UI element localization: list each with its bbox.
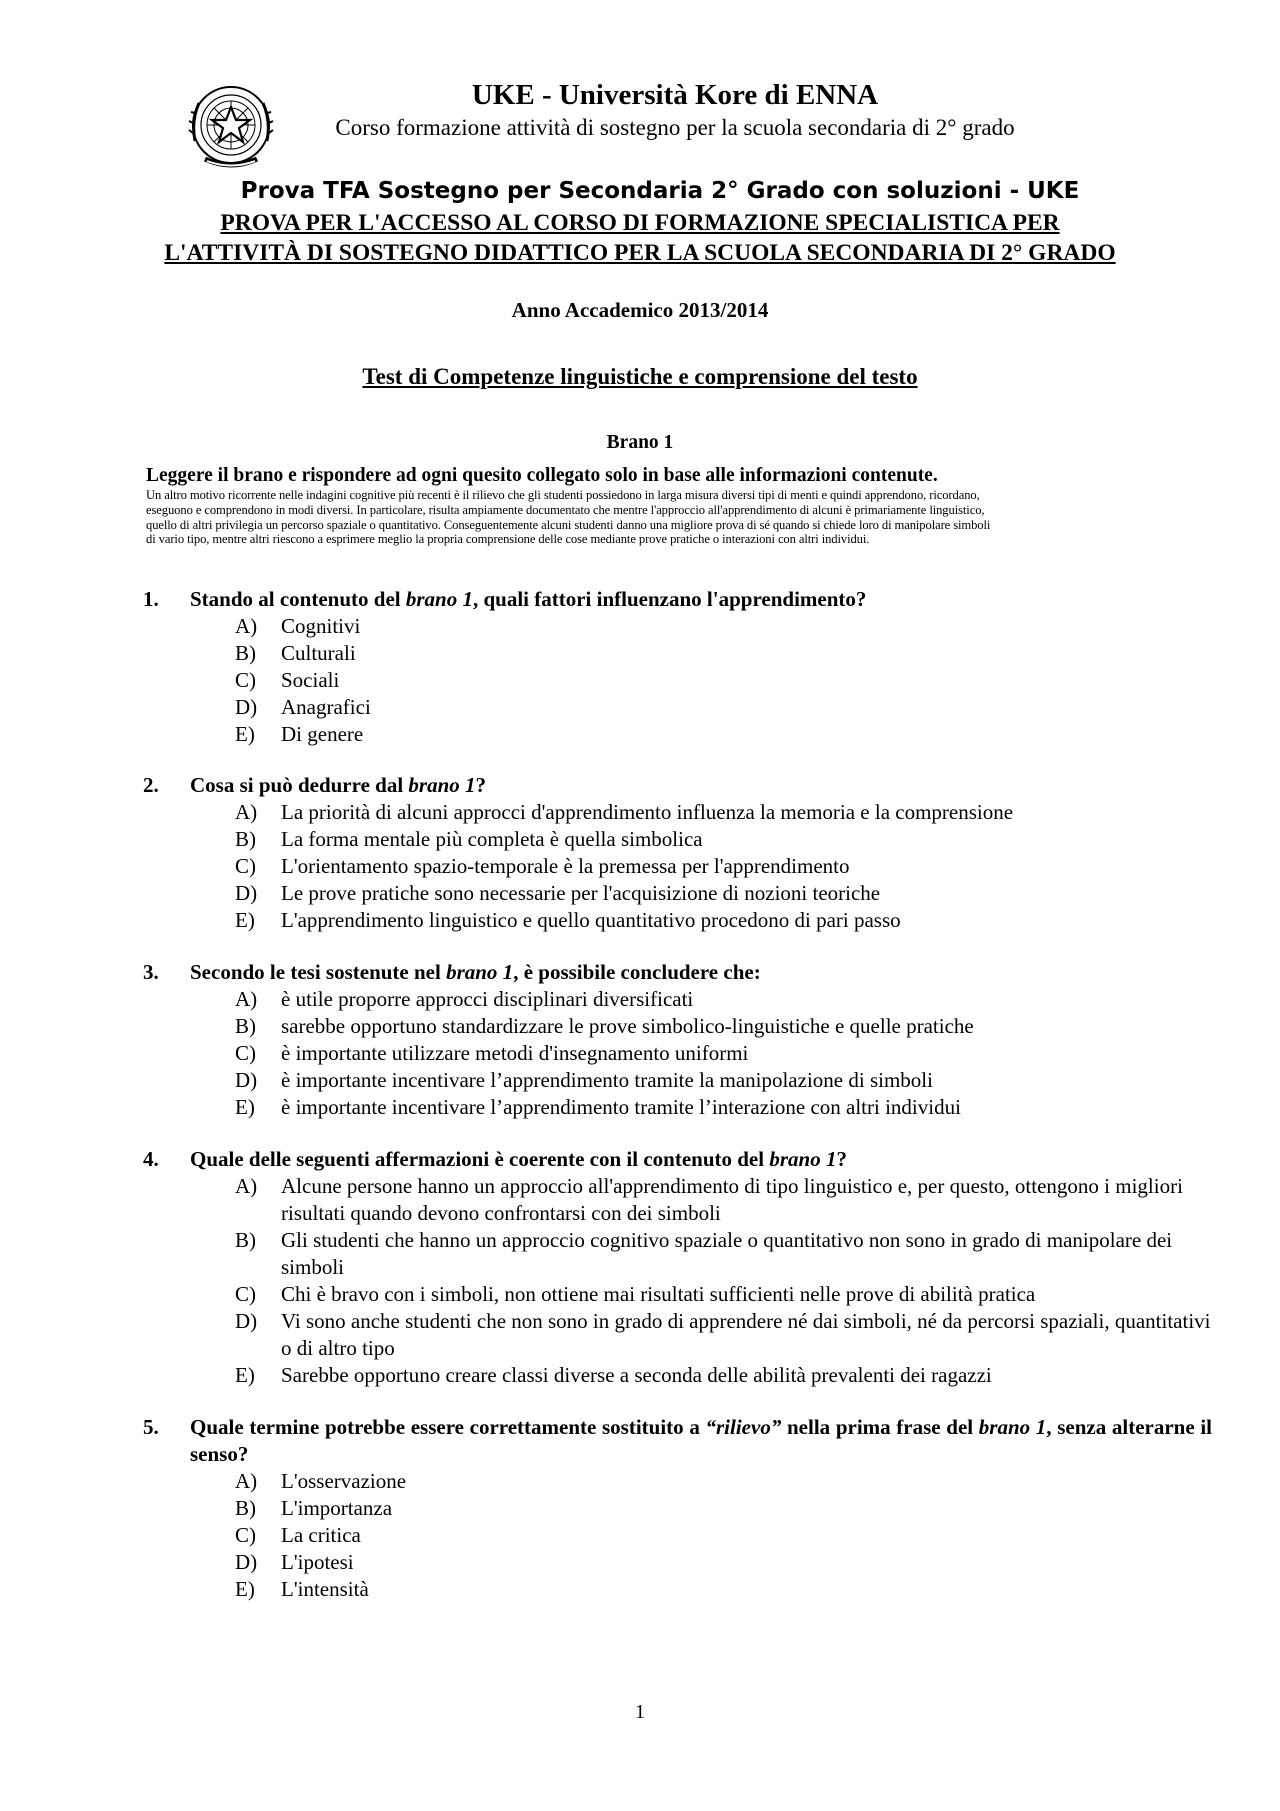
option-e[interactable]: E) Di genere — [235, 722, 364, 746]
passage-line: quello di altri privilegia un percorso spaziale o quantitativo. Conseguentemente alcuni studenti danno una migliore prova di sé quando si chiede loro di manipolare simboli — [146, 517, 991, 532]
question-number: 1. — [143, 587, 159, 611]
option-c[interactable]: C) Chi è bravo con i simboli, non ottiene mai risultati sufficienti nelle prove di abilità pratica — [235, 1282, 1036, 1306]
question-number: 4. — [143, 1147, 159, 1171]
question-text: Quale delle seguenti affermazioni è coerente con il contenuto del brano 1? — [190, 1147, 847, 1171]
options-list — [235, 1468, 1225, 1603]
question-text: Stando al contenuto del brano 1, quali fattori influenzano l'apprendimento? — [190, 587, 867, 611]
option-b[interactable]: B) sarebbe opportuno standardizzare le prove simbolico-linguistiche e quelle pratiche — [235, 1014, 974, 1038]
question-text: Cosa si può dedurre dal brano 1? — [190, 773, 487, 797]
option-e[interactable]: E) è importante incentivare l’apprendimento tramite l’interazione con altri individui — [235, 1095, 961, 1119]
option-c[interactable]: C) è importante utilizzare metodi d'insegnamento uniformi — [235, 1041, 749, 1065]
test-title: Test di Competenze linguistiche e comprensione del testo — [362, 364, 918, 389]
passage-line: di vario tipo, mentre altri riescono a esprimere meglio la propria comprensione delle cose mediante prove pratiche o interazioni con altri individui. — [146, 532, 870, 547]
question-text: Quale termine potrebbe essere correttamente sostituito a “rilievo” nella prima frase del brano 1, senza alterarne il senso? — [190, 1415, 1212, 1466]
brano-heading: Brano 1 — [606, 432, 674, 453]
question-number: 5. — [143, 1415, 159, 1439]
brano-passage — [146, 488, 1226, 547]
exam-title: Prova TFA Sostegno per Secondaria 2° Grado con soluzioni - UKE — [240, 178, 1080, 204]
option-c[interactable]: C) Sociali — [235, 668, 340, 692]
option-a[interactable]: A) L'osservazione — [235, 1469, 407, 1493]
question-text: Secondo le tesi sostenute nel brano 1, è possibile concludere che: — [190, 960, 761, 984]
option-b[interactable]: B) Gli studenti che hanno un approccio cognitivo spaziale o quantitativo non sono in grado di manipolare dei simboli — [235, 1228, 1173, 1279]
option-a[interactable]: A) Cognitivi — [235, 614, 361, 638]
option-b[interactable]: B) L'importanza — [235, 1496, 393, 1520]
passage-line: Un altro motivo ricorrente nelle indagini cognitive più recenti è il rilievo che gli studenti possiedono in larga misura diversi tipi di menti e quindi apprendono, ricordano, — [146, 488, 980, 502]
course-subtitle: Corso formazione attività di sostegno per la scuola secondaria di 2° grado — [335, 115, 1015, 140]
brano-instruction: Leggere il brano e rispondere ad ogni quesito collegato solo in base alle informazioni contenute. — [146, 465, 938, 486]
academic-year: Anno Accademico 2013/2014 — [511, 298, 769, 322]
option-b[interactable]: B) Culturali — [235, 641, 356, 665]
options-list — [235, 613, 1225, 748]
question-number: 2. — [143, 773, 159, 797]
option-b[interactable]: B) La forma mentale più completa è quella simbolica — [235, 827, 703, 851]
option-c[interactable]: C) L'orientamento spazio-temporale è la premessa per l'apprendimento — [235, 854, 850, 878]
passage-line: eseguono e comprendono in modi diversi. In particolare, risulta ampiamente documentato che mentre l'approccio all'apprendimento di alcuni è primariamente linguistico, — [146, 502, 985, 517]
page-number: 1 — [635, 1701, 645, 1723]
option-c[interactable]: C) La critica — [235, 1523, 361, 1547]
option-d[interactable]: D) Anagrafici — [235, 695, 371, 719]
main-title-line-2: L'ATTIVITÀ DI SOSTEGNO DIDATTICO PER LA SCUOLA SECONDARIA DI 2° GRADO — [164, 240, 1116, 266]
option-a[interactable]: A) Alcune persone hanno un approccio all'apprendimento di tipo linguistico e, per questo, ottengono i migliori risultati quando devono confrontarsi con dei simboli — [235, 1174, 1183, 1225]
university-title: UKE - Università Kore di ENNA — [471, 79, 879, 111]
option-e[interactable]: E) L'intensità — [235, 1577, 369, 1601]
question-number: 3. — [143, 960, 159, 984]
option-d[interactable]: D) L'ipotesi — [235, 1550, 354, 1574]
main-title-line-1: PROVA PER L'ACCESSO AL CORSO DI FORMAZIONE SPECIALISTICA PER — [220, 210, 1060, 236]
option-e[interactable]: E) Sarebbe opportuno creare classi diverse a seconda delle abilità prevalenti dei ragazzi — [235, 1363, 992, 1387]
option-e[interactable]: E) L'apprendimento linguistico e quello quantitativo procedono di pari passo — [235, 908, 901, 932]
option-d[interactable]: D) Le prove pratiche sono necessarie per l'acquisizione di nozioni teoriche — [235, 881, 881, 905]
options-list — [235, 986, 1225, 1121]
options-list — [235, 1173, 1225, 1389]
option-a[interactable]: A) è utile proporre approcci disciplinari diversificati — [235, 987, 694, 1011]
option-d[interactable]: D) è importante incentivare l’apprendimento tramite la manipolazione di simboli — [235, 1068, 933, 1092]
options-list — [235, 799, 1225, 934]
option-a[interactable]: A) La priorità di alcuni approcci d'apprendimento influenza la memoria e la comprensione — [235, 800, 1014, 824]
option-d[interactable]: D) Vi sono anche studenti che non sono in grado di apprendere né dai simboli, né da percorsi spaziali, quantitativi o di altro tipo — [235, 1309, 1211, 1360]
